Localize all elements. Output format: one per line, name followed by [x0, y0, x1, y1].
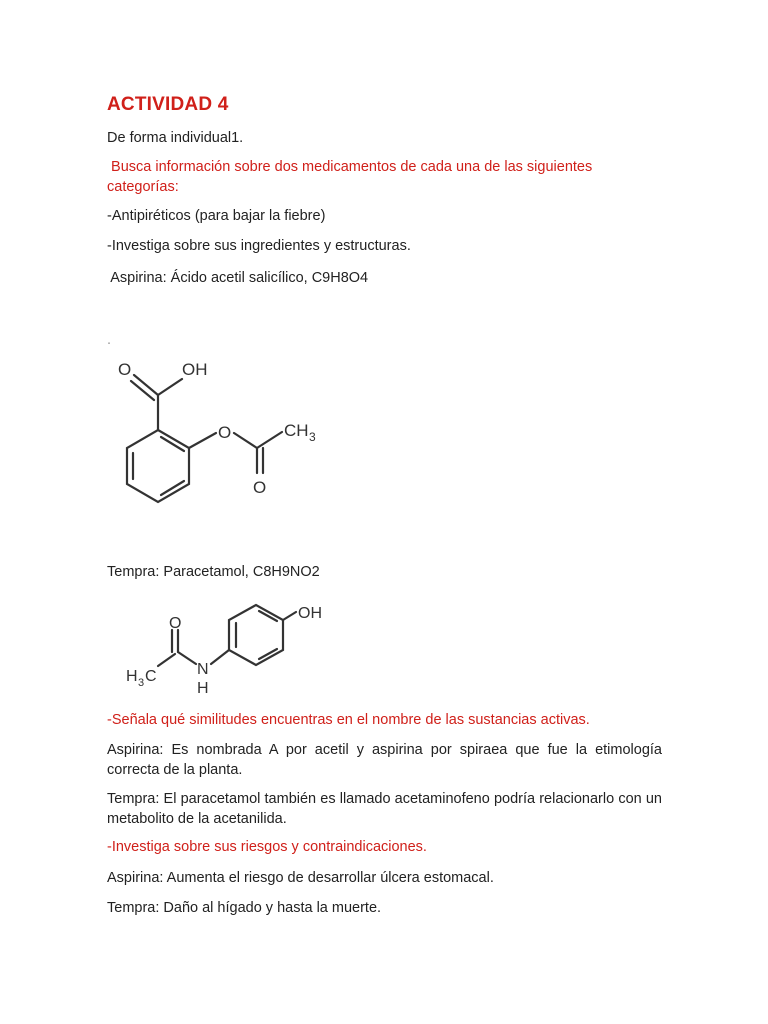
paracetamol-label-h3c-c: C: [145, 668, 157, 685]
aspirin-ester-bond: [189, 433, 216, 448]
aspirin-methyl-bond: [257, 432, 282, 448]
tempra-name-origin: Tempra: El paracetamol también es llamado acetaminofeno podría relacionarlo con un metabolito de la acetanilida.: [107, 791, 662, 827]
paracetamol-label-h3c-h: H: [126, 668, 138, 685]
instruction-risks: -Investiga sobre sus riesgos y contraindicaciones.: [107, 839, 427, 855]
paracetamol-amide-bond: [178, 652, 196, 664]
aspirin-carbonyl-double-bond: [131, 381, 154, 400]
paracetamol-label-h3c-sub: 3: [138, 677, 145, 689]
instruction-similarities: -Señala qué similitudes encuentras en el nombre de las sustancias activas.: [107, 712, 590, 728]
instruction-ingredients: -Investiga sobre sus ingredientes y estructuras.: [107, 238, 411, 254]
aspirin-label-ester-o: O: [218, 423, 232, 442]
tempra-formula: Tempra: Paracetamol, C8H9NO2: [107, 564, 320, 580]
aspirin-structure-diagram: [104, 345, 344, 525]
aspirin-hydroxyl-bond: [158, 379, 182, 395]
paracetamol-amide-bond: [211, 650, 229, 664]
aspirin-formula: Aspirina: Ácido acetil salicílico, C9H8O4: [107, 270, 369, 286]
aspirin-label-ch: CH: [284, 421, 309, 440]
aspirin-risk: Aspirina: Aumenta el riesgo de desarrollar úlcera estomacal.: [107, 870, 494, 886]
category-antipyretics: -Antipiréticos (para bajar la fiebre): [107, 208, 326, 224]
instruction-search: Busca información sobre dos medicamentos de cada una de las siguientes categorías:: [107, 159, 597, 195]
aspirin-label-ch3-sub: 3: [309, 430, 316, 444]
page-title: ACTIVIDAD 4: [107, 94, 229, 115]
aspirin-name-origin: Aspirina: Es nombrada A por acetil y aspirina por spiraea que fue la etimología correcta de la planta.: [107, 742, 662, 778]
paracetamol-label-n: N: [197, 661, 209, 678]
aspirin-label-o: O: [118, 360, 132, 379]
paracetamol-structure-diagram: [118, 590, 348, 702]
paracetamol-label-o: O: [169, 615, 182, 632]
stray-dot: .: [107, 332, 112, 348]
aspirin-label-bottom-o: O: [253, 478, 267, 497]
paracetamol-hydroxyl-bond: [283, 612, 296, 620]
aspirin-benzene-ring: [127, 430, 189, 502]
paracetamol-label-oh: OH: [298, 605, 322, 622]
tempra-risk: Tempra: Daño al hígado y hasta la muerte.: [107, 900, 382, 916]
paracetamol-label-h: H: [197, 680, 209, 697]
line-individual: De forma individual1.: [107, 130, 244, 146]
paracetamol-benzene-ring: [229, 605, 283, 665]
aspirin-label-oh: OH: [182, 360, 208, 379]
aspirin-ester-bond: [234, 433, 257, 448]
paracetamol-methyl-bond: [158, 654, 175, 666]
